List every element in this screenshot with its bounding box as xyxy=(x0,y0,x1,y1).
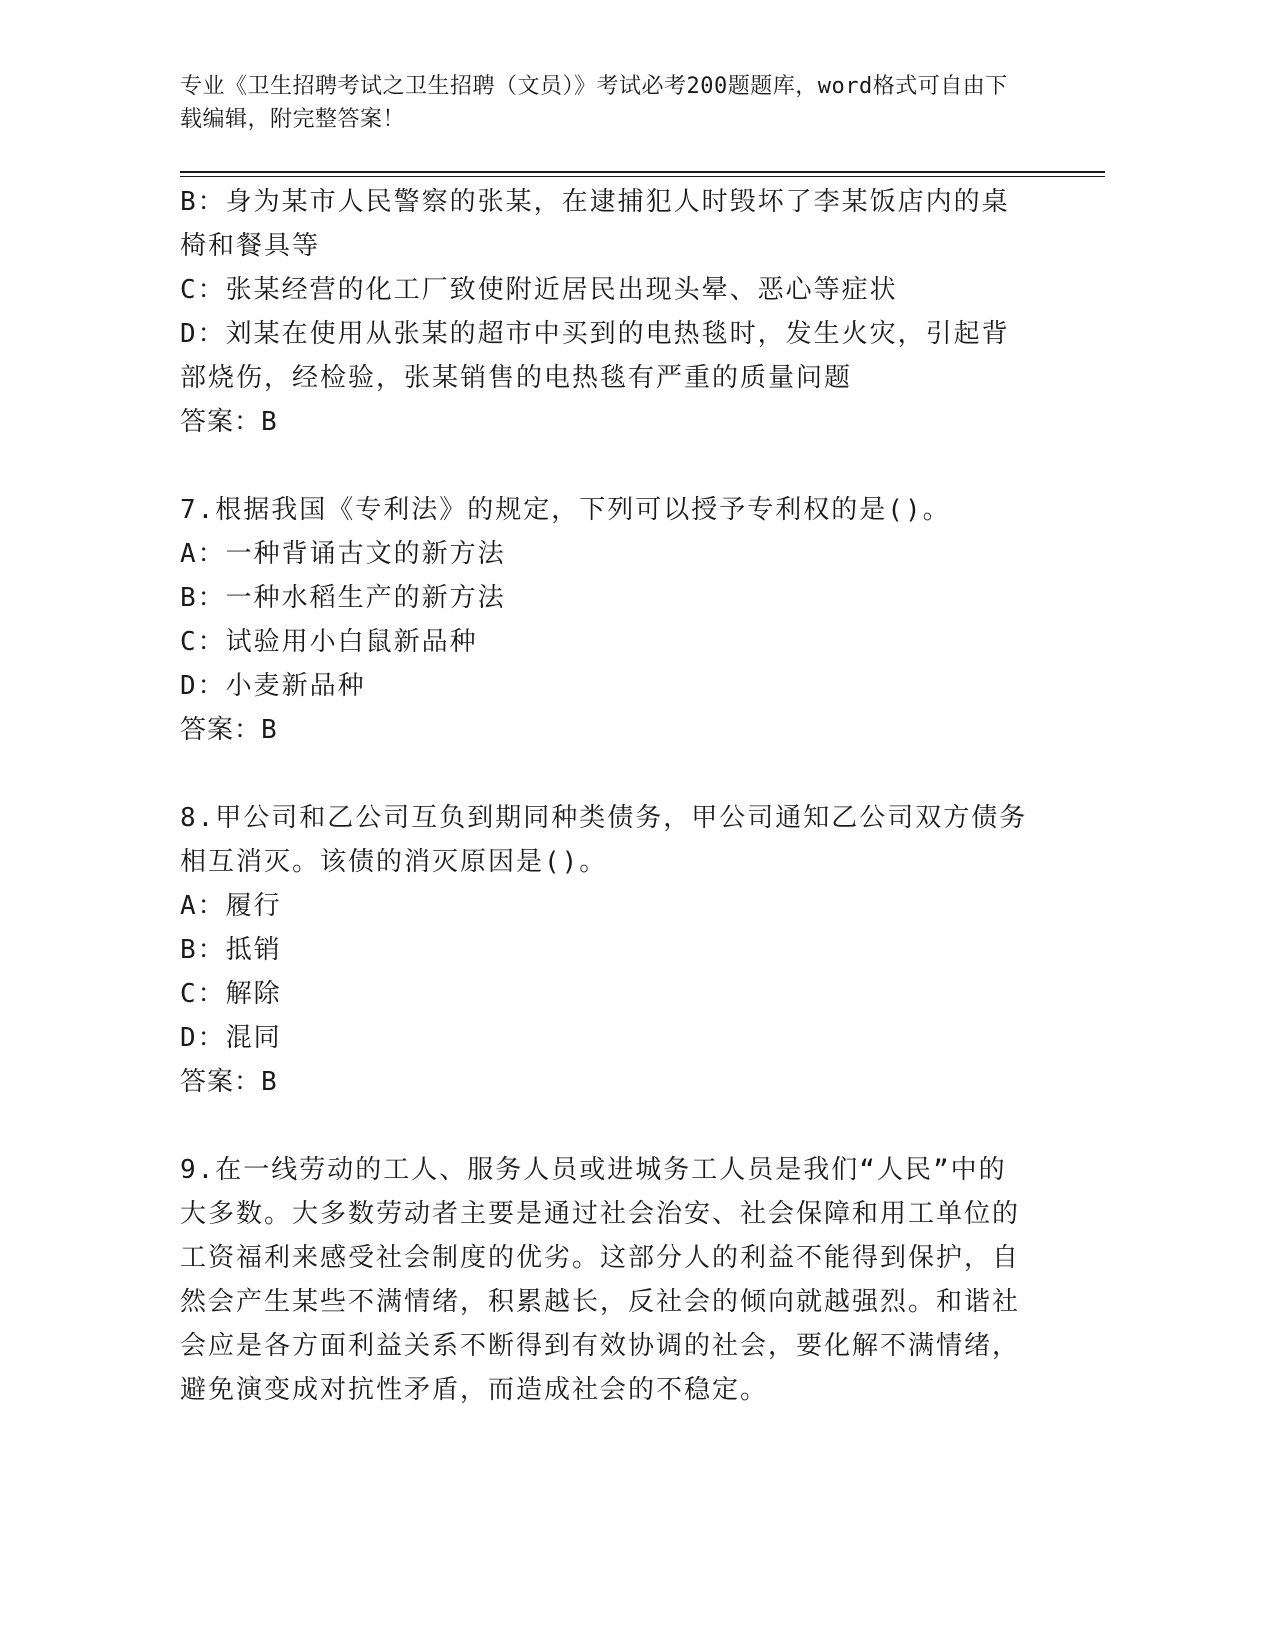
option-c: C：试验用小白鼠新品种 xyxy=(180,627,478,657)
question-7 xyxy=(180,488,1030,752)
question-8 xyxy=(180,796,1030,1104)
question-stem: 8.甲公司和乙公司互负到期同种类债务，甲公司通知乙公司双方债务相互消灭。该债的消灭原因是()。 xyxy=(180,803,1028,877)
option-b: B：一种水稻生产的新方法 xyxy=(180,583,506,613)
spacer xyxy=(180,752,1030,796)
answer: 答案：B xyxy=(180,715,278,745)
question-content xyxy=(180,180,1030,1412)
spacer xyxy=(180,444,1030,488)
header-divider-thin xyxy=(180,176,1105,177)
spacer xyxy=(180,1104,1030,1148)
answer: 答案：B xyxy=(180,1067,278,1097)
header-divider-thick xyxy=(180,171,1105,173)
option-b: B：抵销 xyxy=(180,935,282,965)
option-d: D：小麦新品种 xyxy=(180,671,366,701)
option-d: D：刘某在使用从张某的超市中买到的电热毯时，发生火灾，引起背部烧伤，经检验，张某销售的电热毯有严重的质量问题 xyxy=(180,319,1010,393)
question-stem: 9.在一线劳动的工人、服务人员或进城务工人员是我们“人民”中的大多数。大多数劳动者主要是通过社会治安、社会保障和用工单位的工资福利来感受社会制度的优劣。这部分人的利益不能得到保护，自然会产生某些不满情绪，积累越长，反社会的倾向就越强烈。和谐社会应是各方面利益关系不断得到有效协调的社会，要化解不满情绪，避免演变成对抗性矛盾，而造成社会的不稳定。 xyxy=(180,1155,1021,1405)
question-6-tail xyxy=(180,180,1030,444)
document-header: 专业《卫生招聘考试之卫生招聘（文员）》考试必考200题题库，word格式可自由下载编辑，附完整答案！ xyxy=(180,74,1008,132)
option-c: C：张某经营的化工厂致使附近居民出现头晕、恶心等症状 xyxy=(180,275,898,305)
option-c: C：解除 xyxy=(180,979,282,1009)
answer: 答案：B xyxy=(180,407,278,437)
question-9 xyxy=(180,1148,1030,1412)
question-stem: 7.根据我国《专利法》的规定，下列可以授予专利权的是()。 xyxy=(180,495,951,525)
option-b: B：身为某市人民警察的张某，在逮捕犯人时毁坏了李某饭店内的桌椅和餐具等 xyxy=(180,187,1010,261)
option-a: A：履行 xyxy=(180,891,282,921)
option-d: D：混同 xyxy=(180,1023,282,1053)
option-a: A：一种背诵古文的新方法 xyxy=(180,539,506,569)
